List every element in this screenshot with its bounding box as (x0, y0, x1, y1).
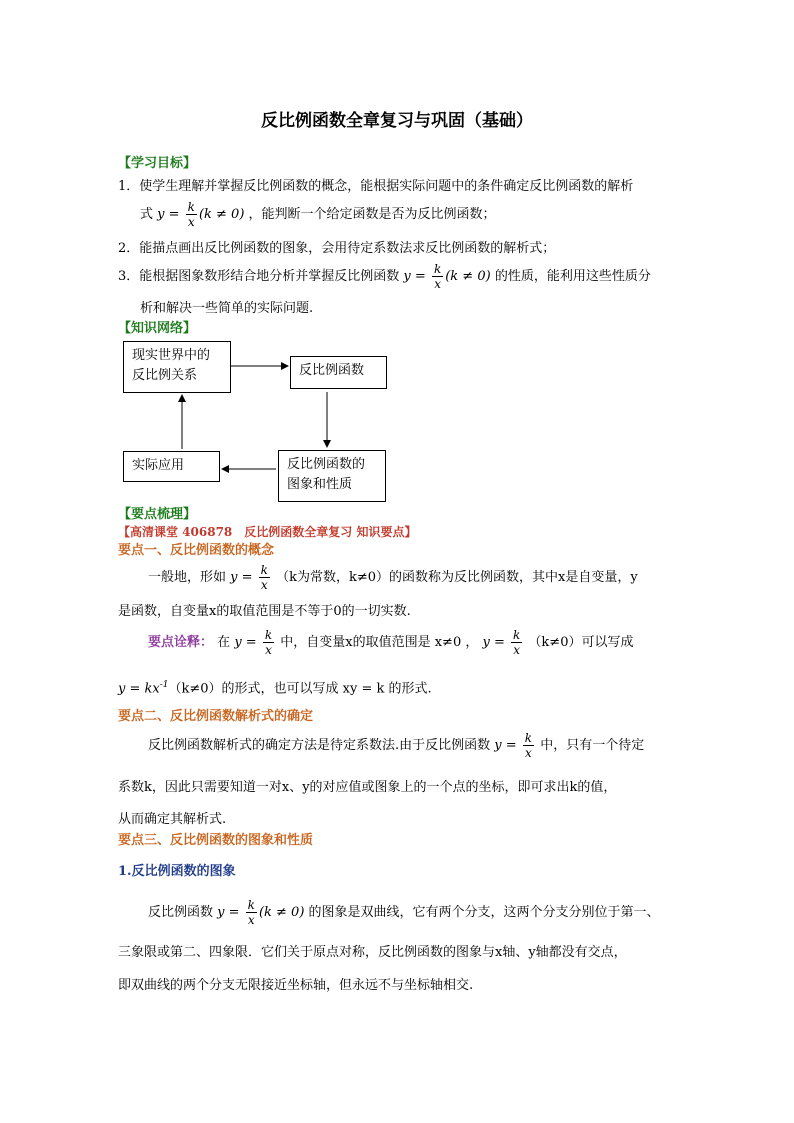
point3-subheading: 1.反比例函数的图象 (118, 864, 236, 879)
diagram-box-inverse-function: 反比例函数 (290, 356, 387, 389)
diagram-box-real-world: 现实世界中的 反比例关系 (123, 341, 231, 393)
goals-heading: 【学习目标】 (118, 156, 197, 171)
points-heading: 【要点梳理】 (118, 507, 197, 522)
point2-heading: 要点二、反比例函数解析式的确定 (118, 709, 314, 724)
goal-1-line-b: 式 y = $\frac{k}{x}$ (k ≠ 0) ，能判断一个给定函数是否为反比例函数； (140, 200, 496, 229)
formula-fraction: $\frac{k}{x}$ (247, 898, 255, 927)
point3-para-line-b: 三象限或第二、四象限．它们关于原点对称，反比例函数的图象与x轴、y轴都没有交点， (118, 945, 627, 960)
network-heading: 【知识网络】 (118, 321, 197, 336)
goal-2: 2．能描点画出反比例函数的图象，会用待定系数法求反比例函数的解析式； (118, 241, 556, 256)
formula-fraction: $\frac{k}{x}$ (513, 628, 521, 657)
point1-note-line-a: 要点诠释： 在 y = $\frac{k}{x}$ 中，自变量x的取值范围是 x≠0 ， y = $\frac{k}{x}$ （k≠0）可以写成 (148, 628, 634, 657)
course-link[interactable]: 【高清课堂 406878 反比例函数全章复习 知识要点】 (118, 525, 417, 539)
point1-para-line-b: 是函数，自变量x的取值范围是不等于0的一切实数. (118, 604, 411, 619)
point2-para-line-a: 反比例函数解析式的确定方法是待定系数法.由于反比例函数 y = $\frac{k}{x}$ 中，只有一个待定 (148, 731, 645, 760)
page-title: 反比例函数全章复习与巩固（基础） (261, 111, 533, 131)
diagram-box-application: 实际应用 (123, 451, 220, 482)
point1-heading: 要点一、反比例函数的概念 (118, 543, 275, 558)
goal-1-line-a: 1．使学生理解并掌握反比例函数的概念，能根据实际问题中的条件确定反比例函数的解析 (118, 179, 634, 194)
point3-para-line-c: 即双曲线的两个分支无限接近坐标轴，但永远不与坐标轴相交. (118, 978, 474, 993)
note-label: 要点诠释： (148, 635, 214, 650)
formula-y-eq: y = (157, 207, 180, 222)
goal-3-line-a: 3．能根据图象数形结合地分析并掌握反比例函数 y = $\frac{k}{x}$ (k ≠ 0) 的性质，能利用这些性质分 (118, 262, 651, 291)
point3-heading: 要点三、反比例函数的图象和性质 (118, 833, 314, 848)
formula-fraction: $\frac{k}{x}$ (524, 731, 533, 760)
point2-para-line-c: 从而确定其解析式. (118, 812, 227, 827)
formula-fraction: $\frac{k}{x}$ (264, 628, 273, 657)
formula-fraction: $\frac{k}{x}$ (187, 200, 195, 229)
goal-3-line-b: 析和解决一些简单的实际问题. (140, 301, 314, 316)
point1-note-line-b: $y = kx^{-1}(k\ne 0)$的形式，也可以写成 xy = k 的形式. (118, 680, 432, 697)
point1-para-line-a: 一般地，形如 y = $\frac{k}{x}$ （k为常数，k≠0）的函数称为反比例函数，其中x是自变量，y (148, 563, 638, 592)
formula-fraction: $\frac{k}{x}$ (260, 563, 268, 592)
diagram-box-graph-properties: 反比例函数的 图象和性质 (278, 450, 386, 502)
formula-fraction: $\frac{k}{x}$ (433, 262, 442, 291)
point3-para-line-a: 反比例函数 y = $\frac{k}{x}$ (k ≠ 0) 的图象是双曲线，它有两个分支，这两个分支分别位于第一、 (148, 898, 660, 927)
point2-para-line-b: 系数k，因此只需要知道一对x、y的对应值或图象上的一个点的坐标，即可求出k的值， (118, 780, 617, 795)
